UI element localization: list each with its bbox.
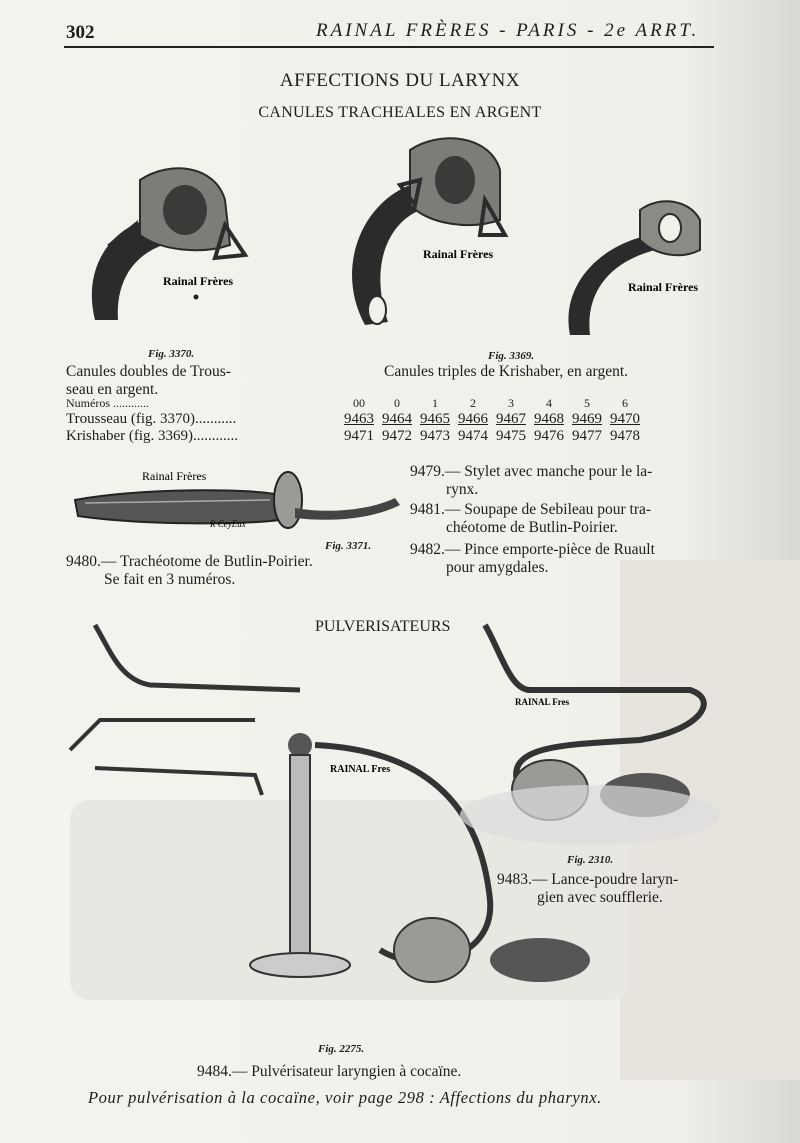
- item-9483-line2: gien avec soufflerie.: [537, 889, 663, 906]
- table-cell: 9475: [496, 428, 526, 444]
- table-row-label: Krishaber (fig. 3369)............: [66, 428, 239, 444]
- table-cell: 9468: [534, 411, 564, 427]
- fig-2310-maker-label: RAINAL Fres: [515, 697, 570, 707]
- table-cell: 9463: [344, 411, 374, 427]
- fig-3370-description-line2: seau en argent.: [66, 381, 159, 398]
- fig-3370-caption: Fig. 3370.: [148, 348, 195, 360]
- fig-2275-caption: Fig. 2275.: [318, 1043, 365, 1055]
- table-cell: 9466: [458, 411, 488, 427]
- footer-note: Pour pulvérisation à la cocaïne, voir page 298 : Affections du pharynx.: [88, 1088, 602, 1107]
- table-column-header: 1: [432, 396, 438, 410]
- fig-3371-maker-label: Rainal Frères: [142, 469, 207, 483]
- section-title: AFFECTIONS DU LARYNX: [279, 70, 521, 91]
- table-row: [66, 411, 644, 428]
- table-column-header: 2: [470, 396, 476, 410]
- table-row: [66, 428, 644, 445]
- catalog-numbers-table: [66, 396, 644, 445]
- table-cell: 9465: [420, 411, 450, 427]
- table-cell: 9469: [572, 411, 602, 427]
- item-9481-line2: chéotome de Butlin-Poirier.: [446, 519, 618, 536]
- item-9480-line2: Se fait en 3 numéros.: [104, 571, 236, 588]
- fig-3370-description-line1: Canules doubles de Trous-: [66, 363, 231, 380]
- table-cell: 9478: [610, 428, 640, 444]
- fig-3371-signature: R CeyEux: [210, 519, 246, 529]
- fig-3371-caption: Fig. 3371.: [325, 540, 372, 552]
- table-column-header: 3: [508, 396, 514, 410]
- fig-3370-maker-label: Rainal Frères: [163, 274, 234, 288]
- table-cell: 9470: [610, 411, 640, 427]
- item-9483-line1: 9483.— Lance-poudre laryn-: [497, 871, 679, 888]
- fig-2275-maker-label: RAINAL Fres: [330, 764, 391, 775]
- fig-3369-caption: Fig. 3369.: [488, 350, 535, 362]
- table-header-row: [66, 396, 644, 411]
- table-column-header: 00: [353, 396, 365, 410]
- table-cell: 9477: [572, 428, 602, 444]
- item-9484: 9484.— Pulvérisateur laryngien à cocaïne.: [197, 1063, 462, 1080]
- fig-3370-cannula-image: [92, 168, 245, 320]
- item-9481-line1: 9481.— Soupape de Sebileau pour tra-: [410, 501, 652, 518]
- running-title: RAINAL FRÈRES - PARIS - 2e ARRT.: [316, 20, 700, 41]
- fig-3369-cannula-image: [352, 138, 505, 325]
- fig-2310-caption: Fig. 2310.: [567, 854, 614, 866]
- table-cell: 9473: [420, 428, 450, 444]
- fig-3369-maker-label: Rainal Frères: [423, 247, 494, 261]
- table-cell: 9476: [534, 428, 564, 444]
- item-9480-line1: 9480.— Trachéotome de Butlin-Poirier.: [66, 553, 313, 570]
- page-number: 302: [66, 22, 95, 43]
- table-row-label: Trousseau (fig. 3370)...........: [66, 411, 237, 427]
- pulverisateurs-title: PULVERISATEURS: [315, 618, 451, 635]
- table-column-header: 0: [394, 396, 400, 410]
- small-cannula-maker-label: Rainal Frères: [628, 280, 699, 294]
- table-cell: 9472: [382, 428, 412, 444]
- fig-3369-description: Canules triples de Krishaber, en argent.: [384, 363, 629, 380]
- table-column-header: 5: [584, 396, 590, 410]
- table-cell: 9474: [458, 428, 488, 444]
- small-cannula-image: [568, 201, 700, 335]
- item-9482-line2: pour amygdales.: [446, 559, 549, 576]
- item-9479-line1: 9479.— Stylet avec manche pour le la-: [410, 463, 653, 480]
- item-9482-line1: 9482.— Pince emporte-pièce de Ruault: [410, 541, 655, 558]
- table-header-label: Numéros ............: [66, 396, 149, 410]
- table-column-header: 4: [546, 396, 552, 410]
- section-subtitle: CANULES TRACHEALES EN ARGENT: [258, 104, 542, 121]
- item-9479-line2: rynx.: [446, 481, 479, 498]
- table-cell: 9467: [496, 411, 526, 427]
- table-cell: 9464: [382, 411, 412, 427]
- table-column-header: 6: [622, 396, 628, 410]
- table-cell: 9471: [344, 428, 374, 444]
